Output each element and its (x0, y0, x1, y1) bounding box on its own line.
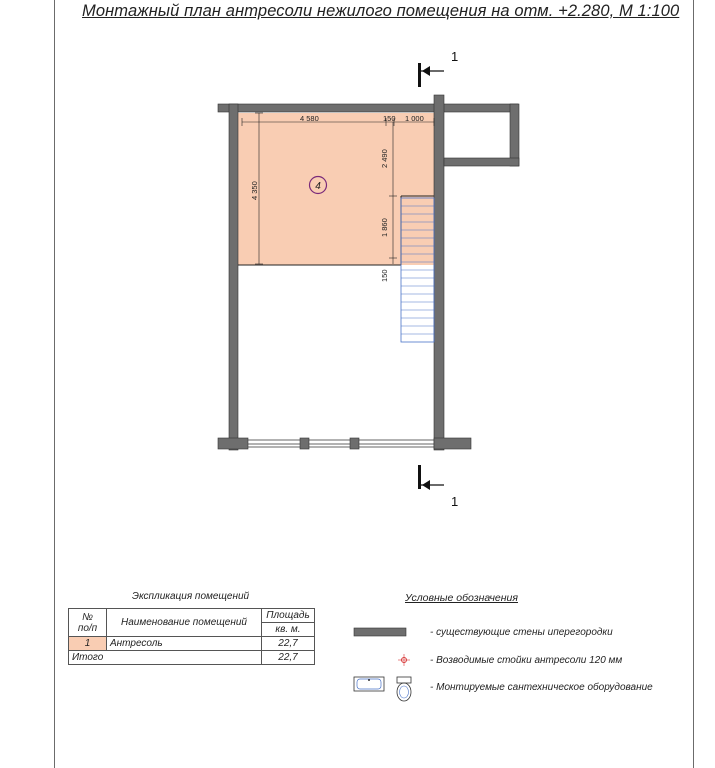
dim-height-upper: 2 490 (380, 149, 389, 168)
mezzanine-area (238, 113, 441, 265)
legend-item-columns: - Возводимые стойки антресоли 120 мм (430, 655, 623, 666)
legend-title: Условные обозначения (405, 592, 518, 604)
section-mark-bottom (418, 465, 458, 509)
dim-height-bottom: 150 (380, 269, 389, 282)
header-area: Площадь (262, 609, 315, 623)
dim-height-left: 4 350 (250, 181, 259, 200)
row-name: Антресоль (107, 637, 262, 651)
row-area: 22,7 (262, 637, 315, 651)
row-num: 1 (69, 637, 107, 651)
windows (248, 440, 434, 447)
section-mark-top (418, 49, 458, 87)
total-label: Итого (69, 651, 262, 665)
header-name: Наименование помещений (107, 609, 262, 637)
section-label-bottom: 1 (451, 494, 459, 509)
drawing-title: Монтажный план антресоли нежилого помещения на отм. +2.280, М 1:100 (82, 2, 680, 20)
header-num: № по/п (69, 609, 107, 637)
header-area-unit: кв. м. (262, 623, 315, 637)
wall-swatch-icon (354, 628, 406, 636)
dim-width-stair: 1 000 (405, 114, 424, 123)
dim-width-gap: 150 (383, 114, 396, 123)
table-row (69, 637, 315, 651)
table-header-row (69, 609, 315, 623)
dim-width-main: 4 580 (300, 114, 319, 123)
legend-item-sanitary: - Монтируемые сантехническое оборудование (430, 682, 653, 693)
explication-title: Экспликация помещений (132, 591, 250, 602)
legend-item-walls: - существующие стены иперегородки (430, 627, 613, 638)
total-area: 22,7 (262, 651, 315, 665)
section-label-top: 1 (451, 49, 459, 64)
legend-icons (350, 620, 425, 705)
column-marker-icon (398, 654, 410, 666)
dim-height-lower: 1 860 (380, 218, 389, 237)
room-number: 4 (315, 181, 321, 192)
explication-table (68, 608, 315, 665)
table-total-row (69, 651, 315, 665)
sanitary-icon (354, 677, 411, 701)
